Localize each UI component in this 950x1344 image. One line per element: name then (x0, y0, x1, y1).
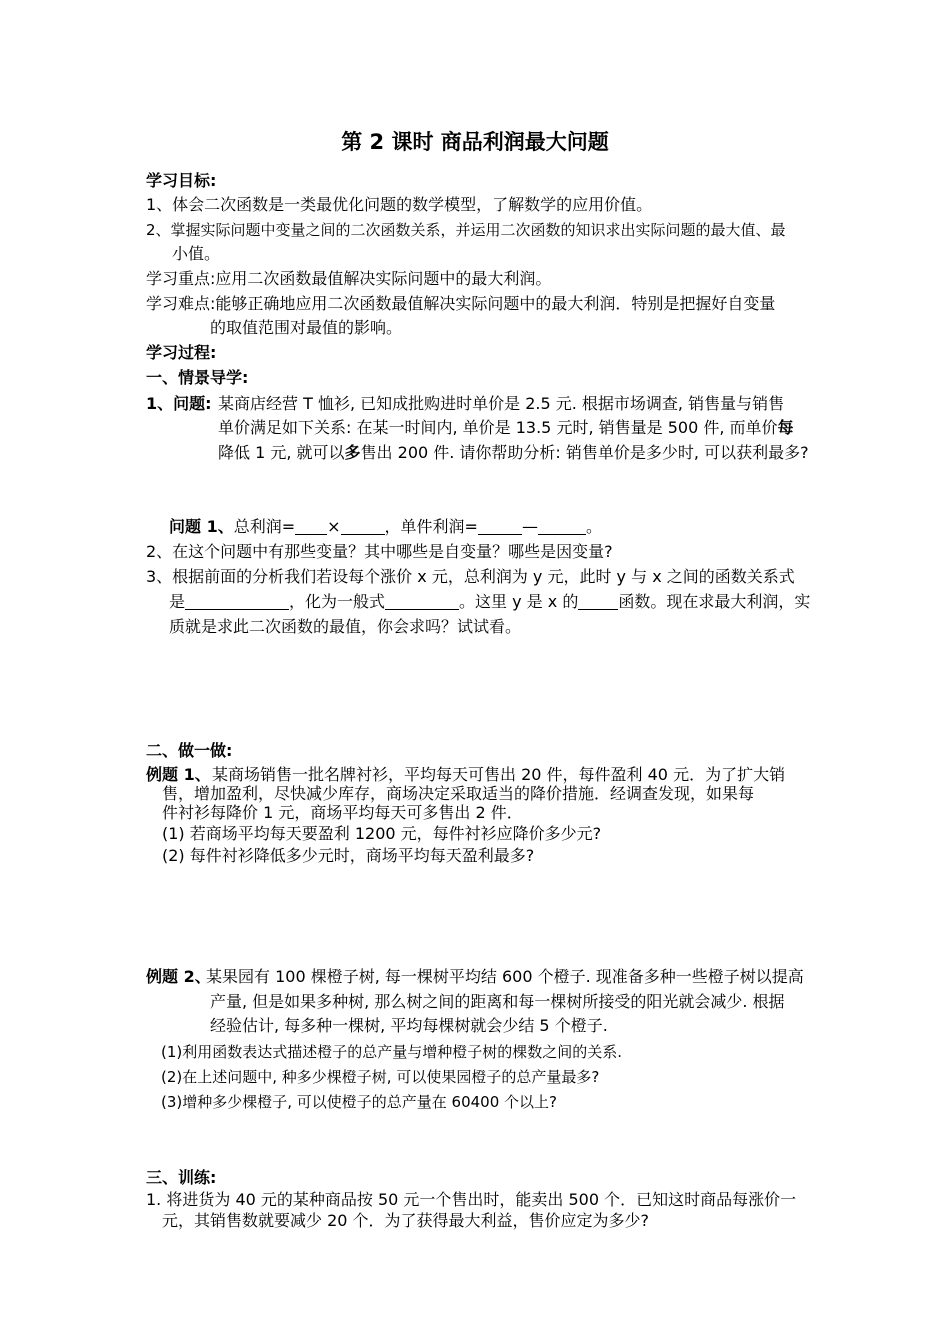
minus-sign: — (521, 517, 538, 536)
page-title: 第 2 课时 商品利润最大问题 (341, 130, 609, 154)
difficulty-line1: 学习难点:能够正确地应用二次函数最值解决实际问题中的最大利润．特别是把握好自变量 (146, 294, 776, 313)
question-3-line3: 质就是求此二次函数的最值，你会求吗？试试看。 (169, 617, 522, 636)
objectives-heading: 学习目标: (146, 171, 217, 190)
question-2: 2、在这个问题中有那些变量？其中哪些是自变量？哪些是因变量? (146, 542, 613, 561)
training-1-line1: 1. 将进货为 40 元的某种商品按 50 元一个售出时，能卖出 500 个．已知这时商品每涨价一 (146, 1190, 797, 1209)
problem-line2-text: 单价满足如下关系: 在某一时间内, 单价是 13.5 元时, 销售量是 500 件, 而单价 (218, 418, 778, 437)
example-2-question-1: (1)利用函数表达式描述橙子的总产量与增种橙子树的棵数之间的关系. (161, 1043, 623, 1061)
question-1-end: 。 (585, 517, 602, 536)
problem-line3-emphasis: 多 (344, 443, 361, 462)
example-1-label: 例题 1、 (146, 765, 211, 784)
example-2-line1: 某果园有 100 棵橙子树, 每一棵树平均结 600 个橙子. 现准备多种一些橙子树以提高 (206, 967, 804, 986)
problem-line3-text-c: 售出 200 件. 请你帮助分析: 销售单价是多少时, 可以获利最多? (360, 443, 809, 462)
objective-item-2-line1: 2、掌握实际问题中变量之间的二次函数关系，并运用二次函数的知识求出实际问题的最大值、最 (146, 221, 786, 239)
example-1-line3: 件衬衫每降价 1 元，商场平均每天可多售出 2 件． (162, 803, 523, 822)
answer-blank[interactable] (478, 518, 522, 535)
section2-heading: 二、做一做: (146, 741, 233, 760)
question-3-line2 (169, 591, 810, 613)
question-1-unit-profit: ，单件利润= (384, 517, 478, 536)
problem-line2-emphasis: 每 (777, 418, 794, 437)
times-sign: × (327, 517, 341, 536)
question-3-text-b: ，化为一般式 (289, 592, 386, 611)
answer-blank[interactable] (185, 593, 289, 610)
problem-line3-text-a: 降低 1 元, 就可以 (218, 443, 345, 462)
objective-item-2-line2: 小值。 (172, 244, 221, 263)
section1-heading: 一、情景导学: (146, 368, 249, 387)
problem-line3 (218, 442, 809, 464)
question-1 (169, 516, 602, 538)
example-2-question-3: (3)增种多少棵橙子, 可以使橙子的总产量在 60400 个以上? (161, 1093, 558, 1111)
example-1-line1: 某商场销售一批名牌衬衫，平均每天可售出 20 件，每件盈利 40 元．为了扩大销 (212, 765, 786, 784)
example-2-question-2: (2)在上述问题中, 种多少棵橙子树, 可以使果园橙子的总产量最多? (161, 1068, 600, 1086)
answer-blank[interactable] (341, 518, 385, 535)
question-1-total-profit: 总利润= (233, 517, 296, 536)
example-2-label: 例题 2、 (146, 967, 211, 986)
objective-item-1: 1、体会二次函数是一类最优化问题的数学模型，了解数学的应用价值。 (146, 195, 653, 214)
problem-label: 1、问题: (146, 394, 212, 413)
question-3-text-d: 函数。现在求最大利润，实 (618, 592, 811, 611)
training-1-line2: 元，其销售数就要减少 20 个．为了获得最大利益，售价应定为多少? (162, 1211, 650, 1230)
problem-line2 (218, 417, 794, 439)
question-1-label: 问题 1、 (169, 517, 234, 536)
example-1-line2: 售，增加盈利，尽快减少库存，商场决定采取适当的降价措施．经调查发现，如果每 (162, 784, 755, 803)
answer-blank[interactable] (538, 518, 586, 535)
process-heading: 学习过程: (146, 343, 217, 362)
example-1-question-2: (2) 每件衬衫降低多少元时，商场平均每天盈利最多? (162, 846, 535, 865)
difficulty-line2: 的取值范围对最值的影响。 (210, 318, 403, 337)
answer-blank[interactable] (295, 518, 327, 535)
question-3-line1: 3、根据前面的分析我们若设每个涨价 x 元，总利润为 y 元，此时 y 与 x 之间的函数关系式 (146, 567, 795, 586)
section3-heading: 三、训练: (146, 1168, 217, 1187)
problem-line1: 某商店经营 T 恤衫, 已知成批购进时单价是 2.5 元. 根据市场调查, 销售量与销售 (218, 394, 785, 413)
answer-blank[interactable] (578, 593, 618, 610)
answer-blank[interactable] (385, 593, 459, 610)
key-point: 学习重点:应用二次函数最值解决实际问题中的最大利润。 (146, 269, 552, 288)
example-2-line2: 产量, 但是如果多种树, 那么树之间的距离和每一棵树所接受的阳光就会减少. 根据 (210, 992, 785, 1011)
example-2-line3: 经验估计, 每多种一棵树, 平均每棵树就会少结 5 个橙子. (210, 1016, 608, 1035)
question-3-text-c: 。这里 y 是 x 的 (459, 592, 579, 611)
example-1-question-1: (1) 若商场平均每天要盈利 1200 元，每件衬衫应降价多少元? (162, 824, 602, 843)
question-3-text-a: 是 (169, 592, 186, 611)
